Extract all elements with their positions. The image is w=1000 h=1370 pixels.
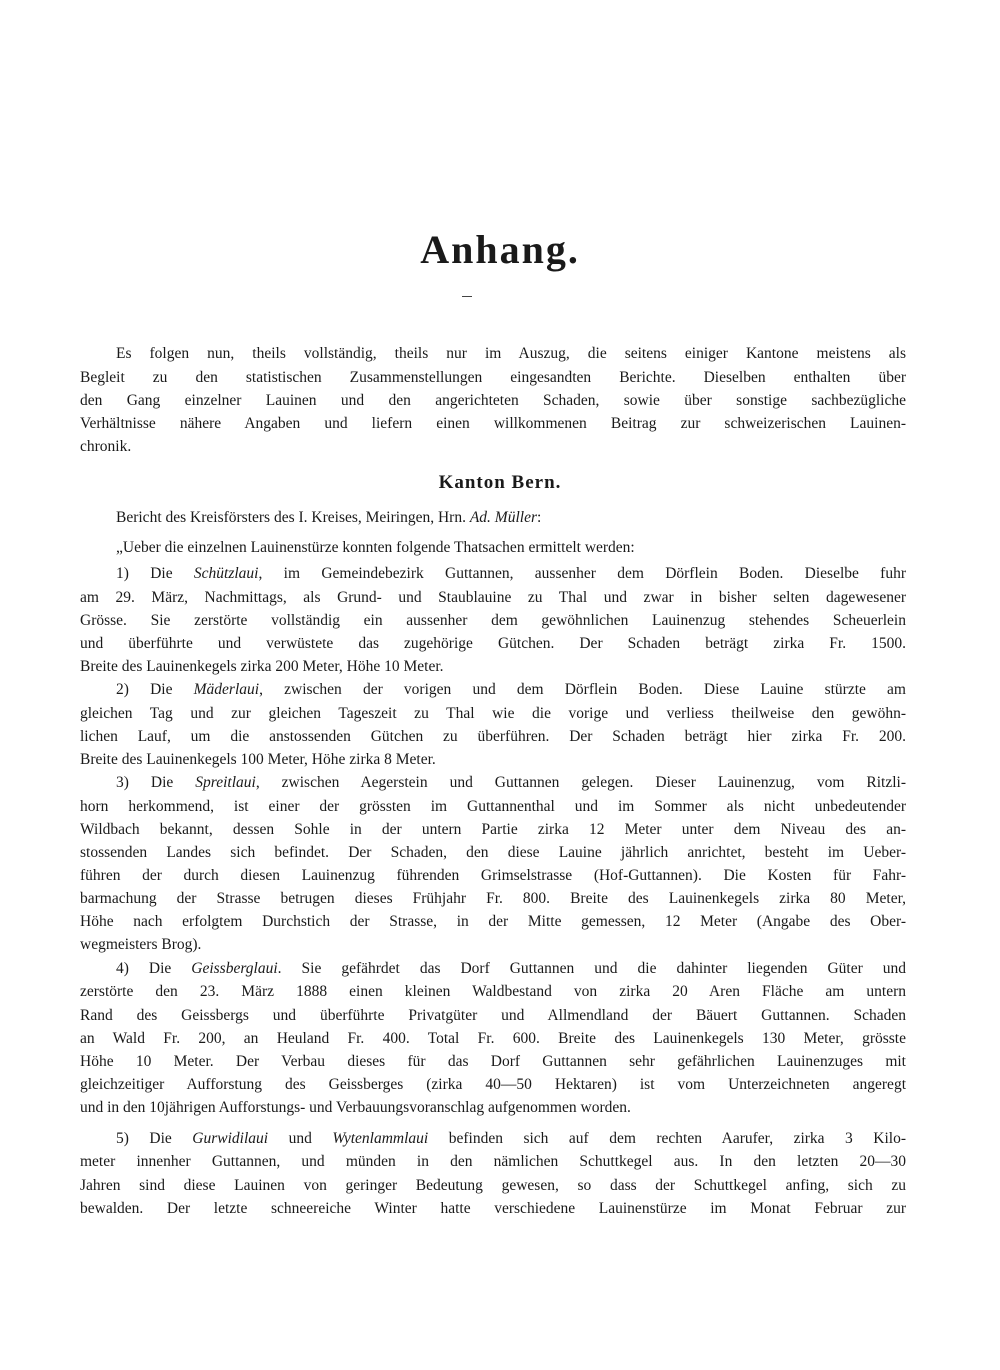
text-segment: an Wald Fr. 200, an Heuland Fr. 400. Total Fr. 600. Breite des Lauinenkegels 130 Meter, grösste	[80, 1030, 906, 1047]
text-segment: Höhe 10 Meter. Der Verbau dieses für das Dorf Guttannen sehr gefährlichen Lauinenzuges mit	[80, 1053, 906, 1070]
text-line-p3-5	[80, 865, 906, 887]
text-line-intro-2	[80, 367, 906, 389]
text-segment: gleichzeitiger Aufforstung des Geissberges (zirka 40—50 Hektaren) ist vom Unterzeichneten angeregt	[80, 1076, 906, 1093]
text-segment: 5) Die	[116, 1130, 193, 1147]
text-line-intro-3	[80, 390, 906, 412]
text-line-p1-1	[116, 563, 906, 585]
text-segment: , zwischen Aegerstein und Guttannen gelegen. Dieser Lauinenzug, vom Ritzli-	[255, 774, 906, 791]
italic-term: Wytenlammlaui	[332, 1130, 429, 1147]
text-segment: 2) Die	[116, 681, 194, 698]
text-line-p5-3	[80, 1175, 906, 1197]
text-segment: Wildbach bekannt, dessen Sohle in der untern Partie zirka 12 Meter unter dem Niveau des an-	[80, 821, 906, 838]
text-line-p5-4	[80, 1198, 906, 1220]
text-segment: wegmeisters Brog).	[80, 936, 202, 953]
text-line-intro-5	[80, 436, 906, 458]
text-segment: befinden sich auf dem rechten Aarufer, zirka 3 Kilo-	[428, 1130, 907, 1147]
text-line-p2-1	[116, 679, 906, 701]
italic-term: Ad. Müller	[469, 509, 537, 526]
page-title: Anhang.	[420, 227, 580, 272]
text-line-p1-2	[80, 587, 906, 609]
text-line-p1-3	[80, 610, 906, 632]
text-line-p4-5	[80, 1051, 906, 1073]
text-segment: den Gang einzelner Lauinen und den angerichteten Schaden, sowie über sonstige sachbezügliche	[80, 392, 906, 409]
text-segment: chronik.	[80, 438, 132, 455]
text-line-p2-4	[80, 749, 906, 771]
text-line-p4-7	[80, 1097, 906, 1119]
text-line-report-1	[116, 507, 906, 529]
text-line-report-2	[116, 537, 906, 559]
text-line-intro-4	[80, 413, 906, 435]
italic-term: Spreitlaui	[195, 774, 256, 791]
text-segment: Breite des Lauinenkegels zirka 200 Meter, Höhe 10 Meter.	[80, 658, 444, 675]
text-line-p3-3	[80, 819, 906, 841]
text-segment: Höhe nach erfolgtem Durchstich der Strasse, in der Mitte gemessen, 12 Meter (Angabe des Ober-	[80, 913, 906, 930]
text-segment: am 29. März, Nachmittags, als Grund- und Staublauine zu Thal und zwar in bisher selten dagewesener	[80, 589, 906, 606]
text-line-p3-6	[80, 888, 906, 910]
text-segment: horn herkommend, ist einer der grössten im Guttannenthal und im Sommer als nicht unbedeutender	[80, 798, 906, 815]
text-line-p1-4	[80, 633, 906, 655]
italic-term: Schützlaui	[193, 565, 259, 582]
text-segment: :	[536, 509, 542, 526]
text-segment: Bericht des Kreisförsters des I. Kreises, Meiringen, Hrn.	[116, 509, 470, 526]
text-segment: „Ueber die einzelnen Lauinenstürze konnten folgende Thatsachen ermittelt werden:	[116, 539, 635, 556]
text-line-p4-6	[80, 1074, 906, 1096]
text-segment: barmachung der Strasse betrugen dieses Frühjahr Fr. 800. Breite des Lauinenkegels zirka 80 Meter,	[80, 890, 906, 907]
text-segment: führen der durch diesen Lauinenzug führenden Grimselstrasse (Hof-Guttannen). Die Kosten für Fahr-	[80, 867, 906, 884]
text-line-p4-3	[80, 1005, 906, 1027]
text-segment: zerstörte den 23. März 1888 einen kleinen Waldbestand von zirka 20 Aren Fläche am untern	[80, 983, 906, 1000]
text-line-p3-1	[116, 772, 906, 794]
text-segment: gleichen Tag und zur gleichen Tageszeit zu Thal wie die vorige und verliess theilweise den gewöhn-	[80, 705, 906, 722]
text-segment: Grösse. Sie zerstörte vollständig ein aussenher dem gewöhnlichen Lauinenzug stehendes Scheuerlein	[80, 612, 906, 629]
text-line-p3-7	[80, 911, 906, 933]
italic-term: Mäderlaui	[193, 681, 260, 698]
title-divider	[462, 296, 472, 297]
section-heading: Kanton Bern.	[438, 472, 562, 493]
italic-term: Geissberglaui	[191, 960, 278, 977]
text-segment: Verhältnisse nähere Angaben und liefern einen willkommenen Beitrag zur schweizerischen Lauinen-	[80, 415, 906, 432]
text-segment: und in den 10jährigen Aufforstungs- und Verbauungsvoranschlag aufgenommen worden.	[80, 1099, 631, 1116]
text-segment: , zwischen der vorigen und dem Dörflein Boden. Diese Lauine stürzte am	[259, 681, 906, 698]
text-segment: meter innenher Guttannen, und münden in den nämlichen Schuttkegel aus. In den letzten 20—30	[80, 1153, 906, 1170]
text-segment: 1) Die	[116, 565, 194, 582]
text-segment: Es folgen nun, theils vollständig, theils nur im Auszug, die seitens einiger Kantone meistens als	[116, 345, 906, 362]
text-segment: , im Gemeindebezirk Guttannen, aussenher dem Dörflein Boden. Dieselbe fuhr	[258, 565, 907, 582]
text-line-intro-1	[116, 343, 906, 365]
text-line-p2-2	[80, 703, 906, 725]
text-segment: lichen Lauf, um die anstossenden Gütchen zu überführen. Der Schaden beträgt hier zirka Fr. 200.	[80, 728, 906, 745]
italic-term: Gurwidilaui	[192, 1130, 269, 1147]
text-segment: . Sie gefährdet das Dorf Guttannen und die dahinter liegenden Güter und	[277, 960, 906, 977]
text-segment: stossenden Landes sich befindet. Der Schaden, den diese Lauine jährlich anrichtet, besteht im Ueber-	[80, 844, 906, 861]
text-segment: Jahren sind diese Lauinen von geringer Bedeutung gewesen, so dass der Schuttkegel anfing, sich zu	[80, 1177, 906, 1194]
text-segment: und überführte und verwüstete das zugehörige Gütchen. Der Schaden beträgt zirka Fr. 1500.	[80, 635, 906, 652]
text-segment: Begleit zu den statistischen Zusammenstellungen eingesandten Berichte. Dieselben enthalten über	[80, 369, 906, 386]
text-line-p4-2	[80, 981, 906, 1003]
text-line-p3-4	[80, 842, 906, 864]
text-segment: und	[268, 1130, 333, 1147]
text-line-p3-8	[80, 934, 906, 956]
text-line-p4-4	[80, 1028, 906, 1050]
text-segment: Rand des Geissbergs und überführte Privatgüter und Allmendland der Bäuert Guttannen. Schaden	[80, 1007, 906, 1024]
text-segment: 4) Die	[116, 960, 192, 977]
text-line-p3-2	[80, 796, 906, 818]
text-line-p5-1	[116, 1128, 906, 1150]
text-line-p2-3	[80, 726, 906, 748]
text-line-p4-1	[116, 958, 906, 980]
text-line-p5-2	[80, 1151, 906, 1173]
text-segment: Breite des Lauinenkegels 100 Meter, Höhe zirka 8 Meter.	[80, 751, 436, 768]
text-line-p1-5	[80, 656, 906, 678]
text-segment: 3) Die	[116, 774, 196, 791]
text-segment: bewalden. Der letzte schneereiche Winter hatte verschiedene Lauinenstürze im Monat Februar zur	[80, 1200, 906, 1217]
